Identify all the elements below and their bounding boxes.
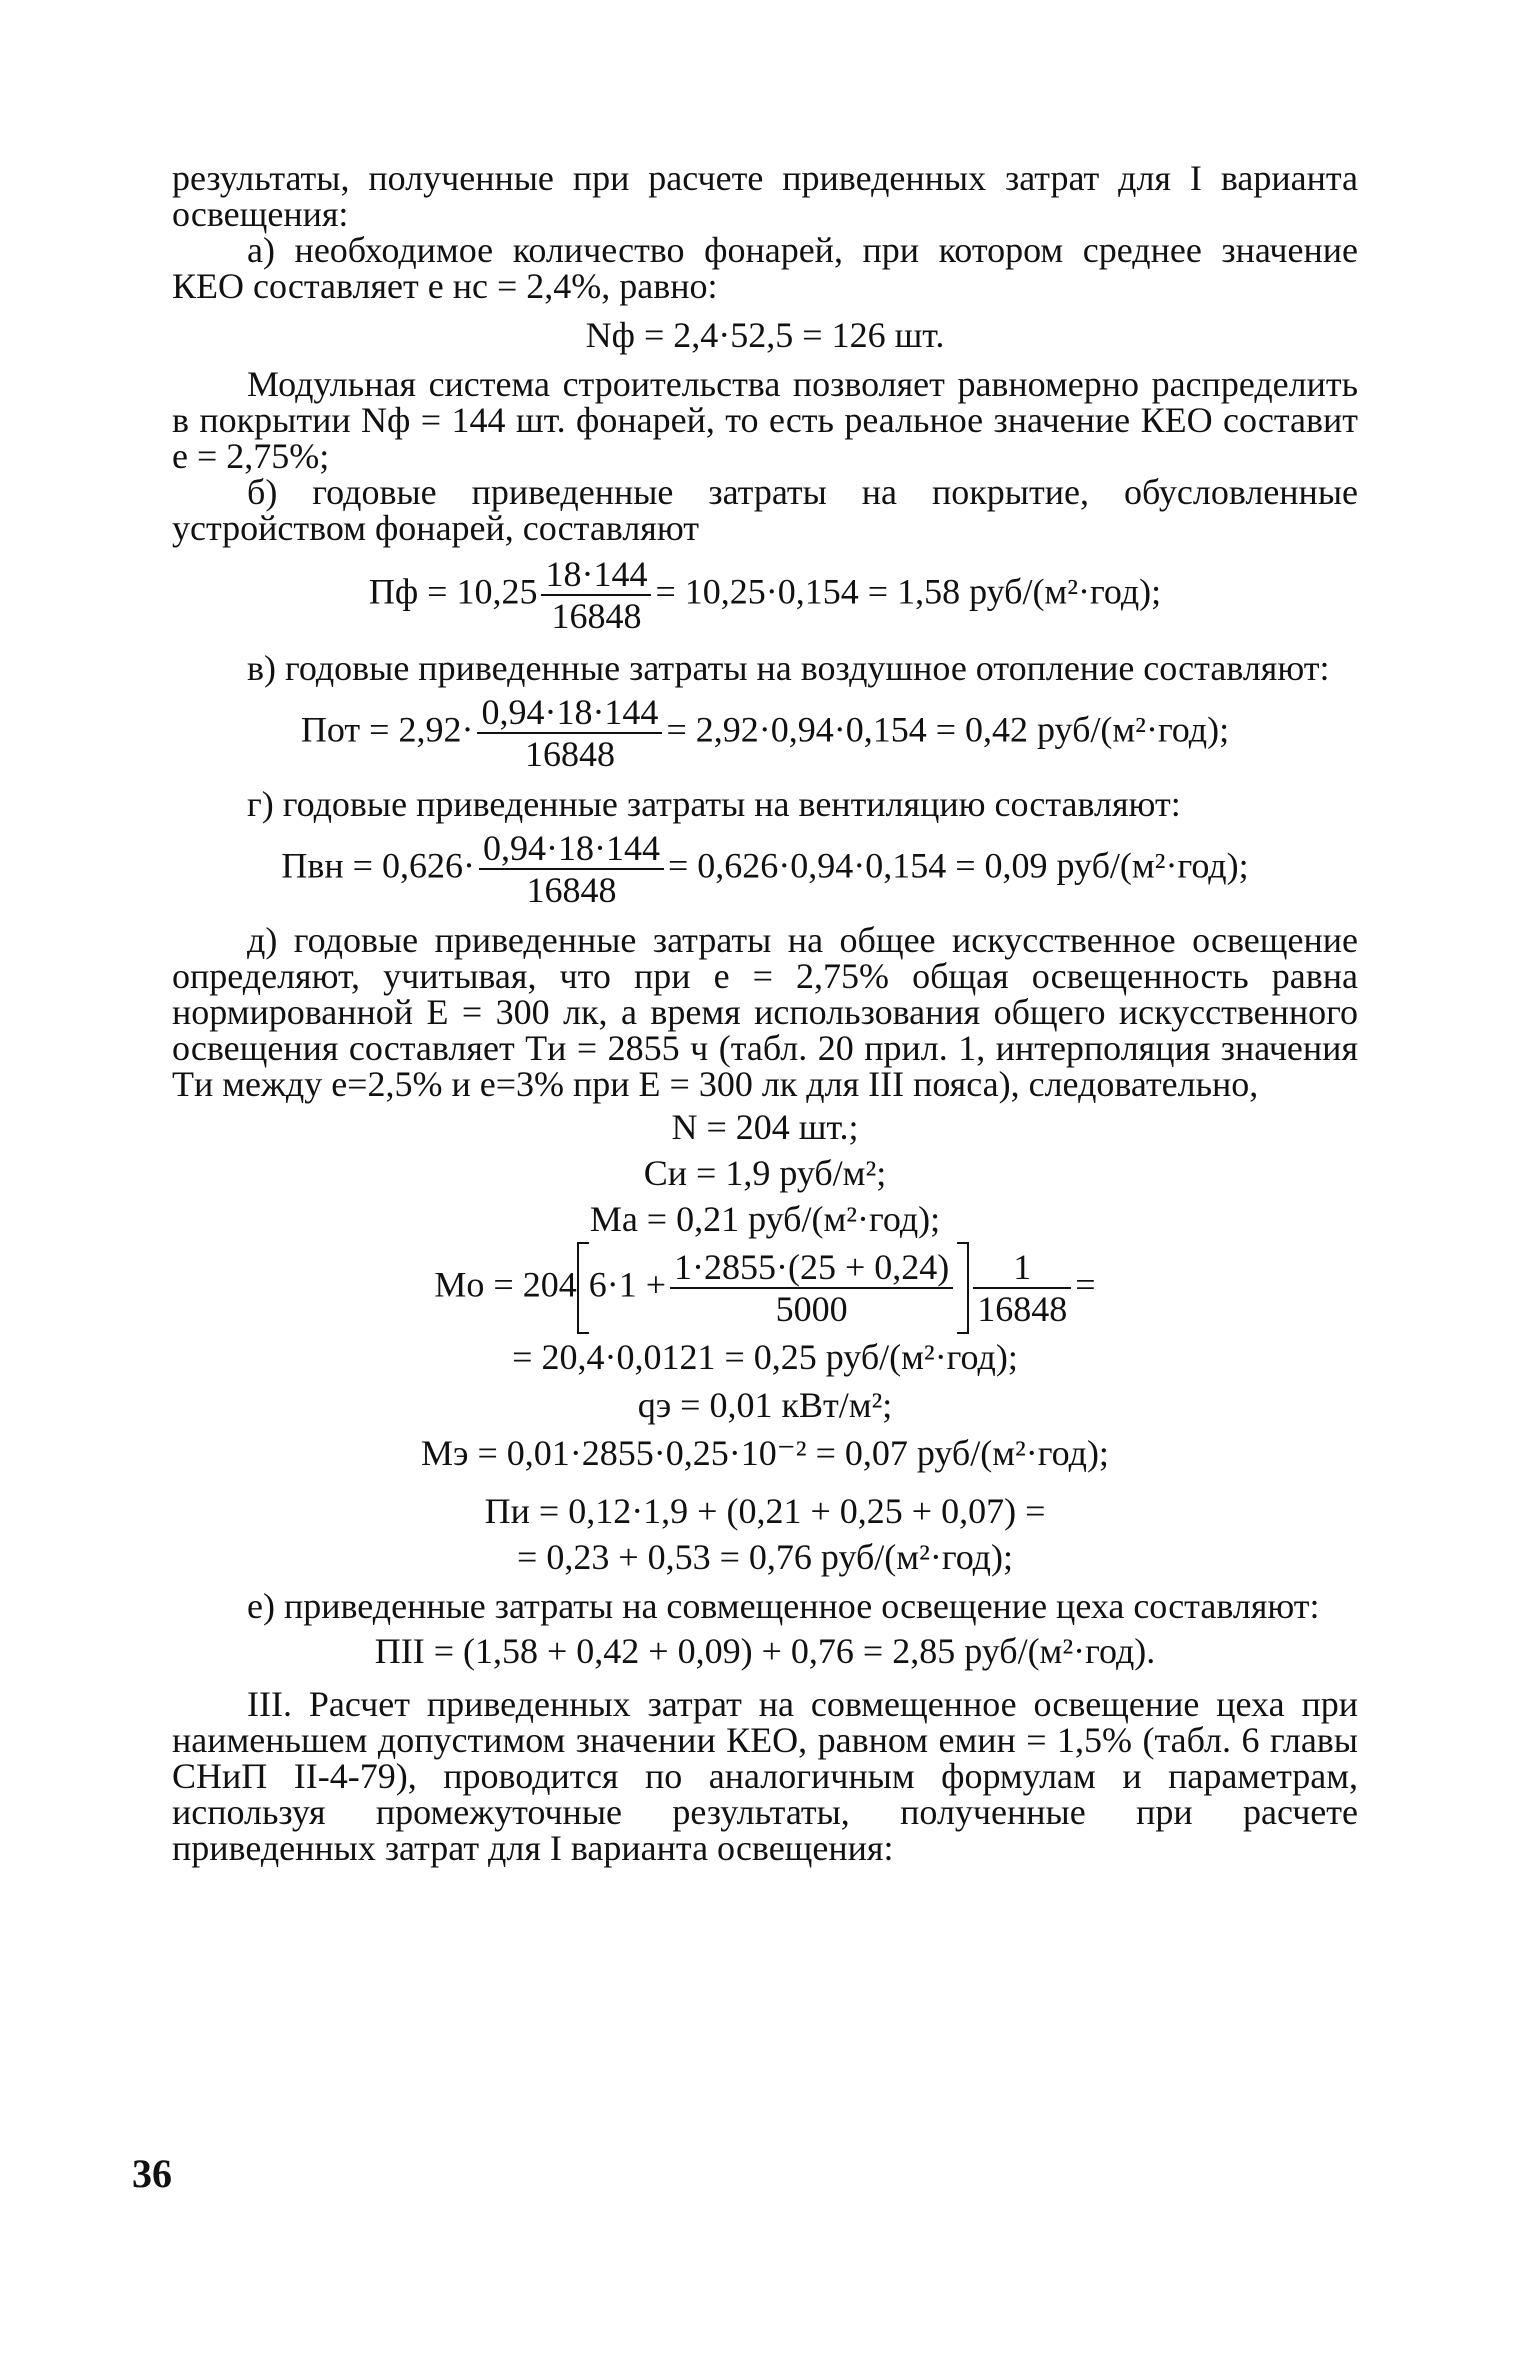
equation-pot	[172, 692, 1358, 774]
equation-pvn-rhs: = 0,626·0,94·0,154 = 0,09 руб/(м²·год);	[667, 845, 1249, 886]
equation-mo-fraction	[670, 1247, 953, 1329]
paragraph-e: е) приведенные затраты на совмещенное освещение цеха составляют:	[247, 1586, 1320, 1626]
equation-pot-rhs: = 2,92·0,94·0,154 = 0,42 руб/(м²·год);	[666, 709, 1230, 750]
page-number: 36	[132, 2151, 172, 2196]
equation-mo-num2: 1	[973, 1247, 1071, 1289]
equation-mo-tail: =	[1075, 1264, 1096, 1305]
equation-me: Mэ = 0,01·2855·0,25·10⁻² = 0,07 руб/(м²·год);	[421, 1433, 1109, 1473]
left-bracket	[577, 1242, 589, 1334]
equation-mo-inner: 6·1 +	[588, 1264, 667, 1305]
equation-pi-continued: = 0,23 + 0,53 = 0,76 руб/(м²·год);	[517, 1537, 1013, 1577]
equation-pvn	[172, 828, 1358, 910]
equation-pvn-den: 16848	[526, 870, 617, 910]
paragraph-iii: III. Расчет приведенных затрат на совмещенное освещение цеха при наименьшем допустимом значении КЕО, равном eмин = 1,5% (табл. 6 главы СНиП II-4-79), проводится по аналогичным формулам и параметрам, используя промежуточные результаты, полученные при расчете приведенных затрат для I варианта освещения:	[172, 1684, 1358, 1868]
equation-ma: Mа = 0,21 руб/(м²·год);	[589, 1199, 941, 1239]
equation-pf-num: 18·144	[541, 554, 651, 596]
paragraph-v: в) годовые приведенные затраты на воздушное отопление составляют:	[247, 648, 1330, 688]
paragraph-b: б) годовые приведенные затраты на покрытие, обусловленные устройством фонарей, составляют	[172, 472, 1358, 548]
paragraph-g: г) годовые приведенные затраты на вентиляцию составляют:	[247, 784, 1181, 824]
equation-pi: Пи = 0,12·1,9 + (0,21 + 0,25 + 0,07) =	[484, 1491, 1046, 1531]
equation-n: N = 204 шт.;	[671, 1107, 859, 1147]
equation-pf	[172, 554, 1358, 636]
equation-qe: qэ = 0,01 кВт/м²;	[637, 1385, 893, 1425]
equation-pvn-lhs: Пвн = 0,626·	[281, 845, 475, 886]
equation-pvn-num: 0,94·18·144	[479, 828, 664, 870]
equation-mo-fraction2	[973, 1247, 1071, 1329]
paragraph-modular: Модульная система строительства позволяет равномерно распределить в покрытии Nф = 144 шт. фонарей, то есть реальное значение КЕО составит e = 2,75%;	[172, 364, 1358, 476]
paragraph-d: д) годовые приведенные затраты на общее искусственное освещение определяют, учитывая, что при e = 2,75% общая освещенность равна нормированной E = 300 лк, а время использования общего искусственного освещения составляет Tи = 2855 ч (табл. 20 прил. 1, интерполяция значения Tи между e=2,5% и e=3% при E = 300 лк для III пояса), следовательно,	[172, 920, 1358, 1104]
paragraph-a: а) необходимое количество фонарей, при котором среднее значение КЕО составляет e нс = 2,4%, равно:	[172, 230, 1358, 306]
equation-mo-num: 1·2855·(25 + 0,24)	[670, 1247, 953, 1289]
equation-pf-den: 16848	[551, 596, 642, 636]
equation-mo-den: 5000	[775, 1289, 848, 1329]
equation-mo-continued: = 20,4·0,0121 = 0,25 руб/(м²·год);	[512, 1337, 1018, 1377]
equation-mo-den2: 16848	[977, 1289, 1068, 1329]
text-column	[172, 160, 1358, 1866]
paragraph-intro: результаты, полученные при расчете приведенных затрат для I варианта освещения:	[172, 158, 1358, 234]
equation-pf-lhs: Пф = 10,25	[368, 571, 538, 612]
equation-pii: ПII = (1,58 + 0,42 + 0,09) + 0,76 = 2,85 руб/(м²·год).	[374, 1631, 1156, 1671]
right-bracket	[957, 1242, 969, 1334]
equation-pot-lhs: Пот = 2,92·	[300, 709, 474, 750]
equation-mo-lhs: Mо = 204	[434, 1264, 577, 1305]
equation-ci: Cи = 1,9 руб/м²;	[643, 1153, 887, 1193]
equation-pot-num: 0,94·18·144	[477, 692, 662, 734]
equation-pot-den: 16848	[524, 734, 615, 774]
equation-nf: Nф = 2,4·52,5 = 126 шт.	[585, 315, 945, 355]
equation-mo	[172, 1242, 1358, 1334]
equation-pf-fraction	[541, 554, 651, 636]
equation-pvn-fraction	[479, 828, 664, 910]
equation-pf-rhs: = 10,25·0,154 = 1,58 руб/(м²·год);	[655, 571, 1162, 612]
equation-pot-fraction	[477, 692, 662, 774]
